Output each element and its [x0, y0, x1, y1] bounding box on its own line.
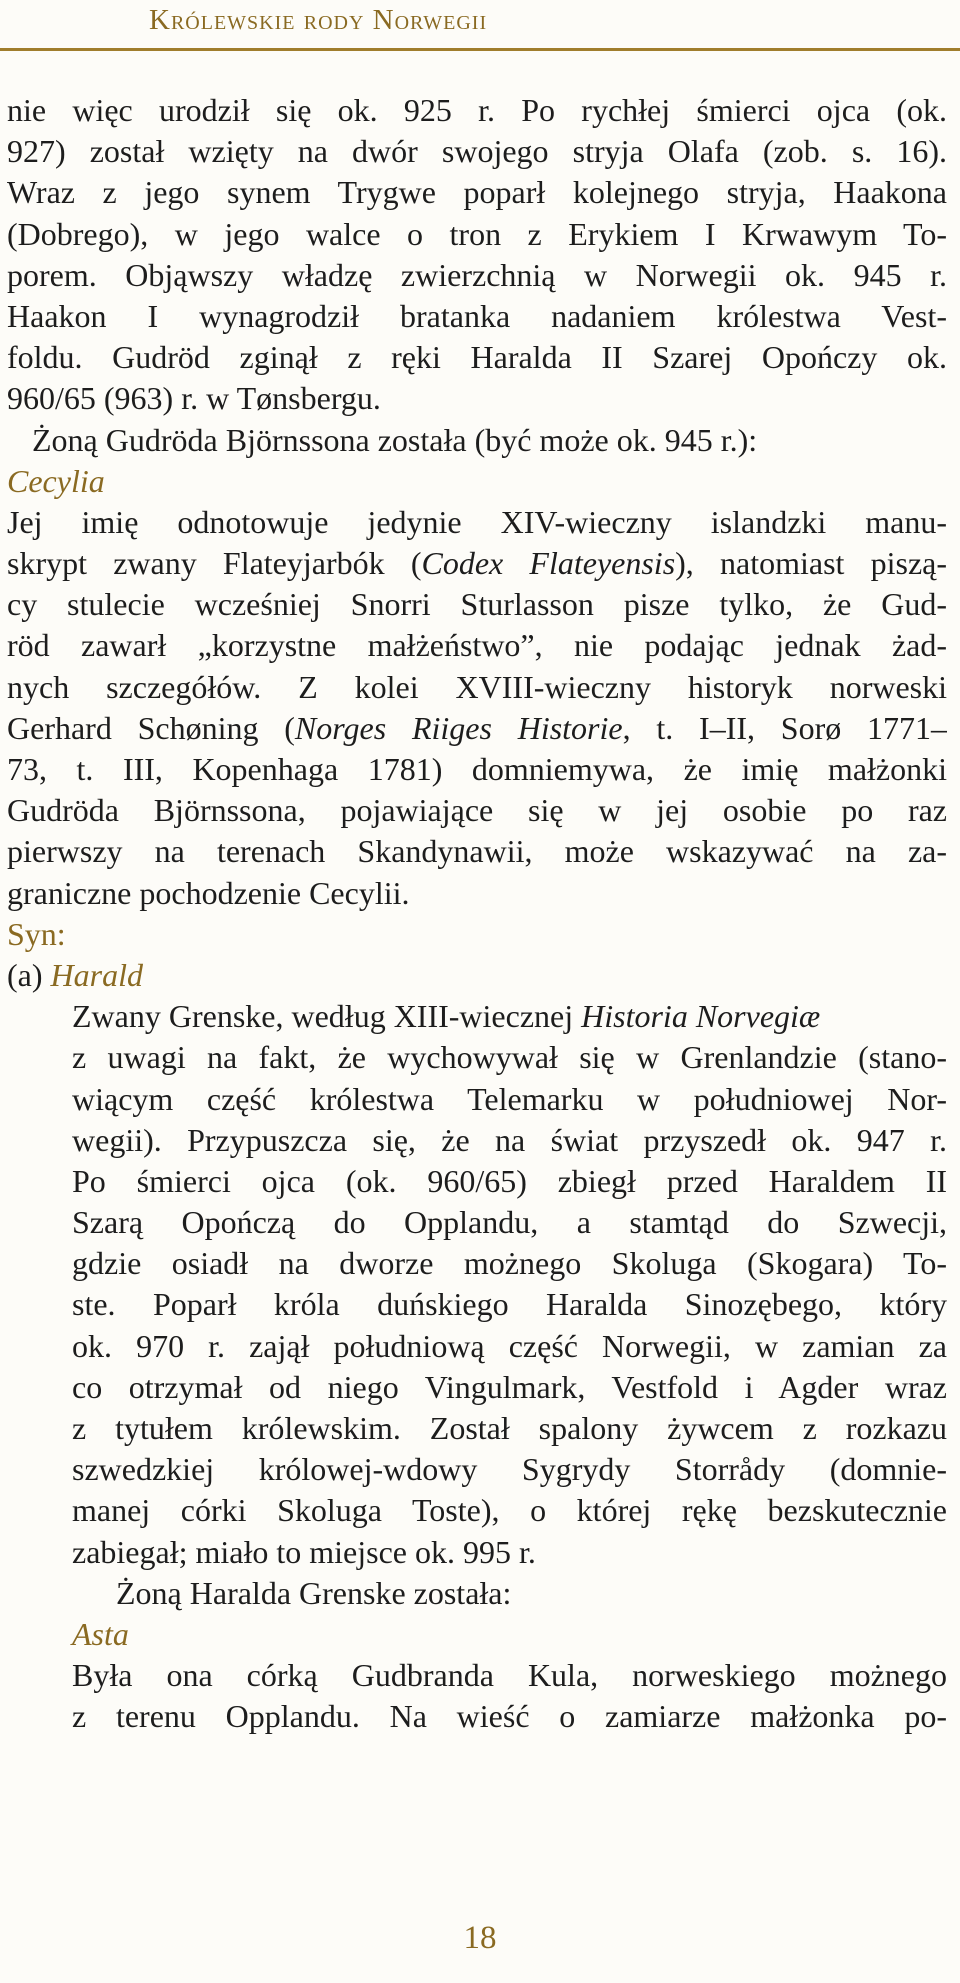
harald-paragraph — [7, 996, 947, 1573]
text-line: Wraz z jego synem Trygwe poparł kolejnego stryja, Haakona — [7, 174, 947, 211]
asta-paragraph — [7, 1655, 947, 1737]
text-line: gdzie osiadł na dworze możnego Skoluga (Skogara) To- — [72, 1245, 947, 1282]
text-line: Po śmierci ojca (ok. 960/65) zbiegł przed Haraldem II — [72, 1162, 947, 1199]
cecylia-paragraph — [7, 502, 947, 914]
text-line: manej córki Skoluga Toste), o której rękę bezskutecznie — [72, 1492, 947, 1529]
text-line: wegii). Przypuszcza się, że na świat przyszedł ok. 947 r. — [72, 1121, 947, 1158]
text-line: zabiegał; miało to miejsce ok. 995 r. — [72, 1533, 536, 1570]
text-line: 927) został wzięty na dwór swojego stryja Olafa (zob. s. 16). — [7, 133, 947, 170]
text-line: graniczne pochodzenie Cecylii. — [7, 874, 410, 911]
son-marker: (a) — [7, 956, 43, 993]
text-line: foldu. Gudröd zginął z ręki Haralda II Szarej Opończy ok. — [7, 339, 947, 376]
text-line: ok. 970 r. zajął południową część Norwegii, w zamian za — [72, 1327, 947, 1364]
text-line: 73, t. III, Kopenhaga 1781) domniemywa, że imię małżonki — [7, 751, 947, 787]
text-line: Haakon I wynagrodził bratanka nadaniem królestwa Vest- — [7, 297, 947, 334]
intro-paragraph — [7, 90, 947, 420]
text-line: z tytułem królewskim. Został spalony żywcem z rozkazu — [72, 1410, 947, 1446]
text-line: Była ona córką Gudbranda Kula, norweskiego możnego — [72, 1657, 947, 1694]
text-line: nych szczegółów. Z kolei XVIII-wieczny historyk norweski — [7, 668, 947, 705]
text-line: porem. Objąwszy władzę zwierzchnią w Norwegii ok. 945 r. — [7, 256, 947, 293]
header-rule — [0, 48, 960, 51]
text-line: skrypt zwany Flateyjarbók (Codex Flateyensis), natomiast piszą- — [7, 545, 947, 582]
text-line: Jej imię odnotowuje jedynie XIV-wieczny islandzki manu- — [7, 503, 947, 540]
page-number: 18 — [463, 1920, 497, 1956]
page-body — [7, 90, 947, 1738]
text-line: ste. Poparł króla duńskiego Haralda Sinozębego, który — [72, 1286, 947, 1323]
italic-title: Historia Norvegiæ — [581, 998, 821, 1035]
son-name: Harald — [50, 956, 143, 993]
harald-wife-name: Asta — [72, 1615, 129, 1652]
wife-intro: Żoną Gudröda Björnssona została (być może ok. 945 r.): — [32, 421, 758, 458]
harald-wife-intro: Żoną Haralda Grenske została: — [116, 1574, 512, 1611]
text-line: Gerhard Schøning (Norges Riiges Historie, t. I–II, Sorø 1771– — [7, 709, 947, 746]
text-line: wiącym część królestwa Telemarku w południowej Nor- — [72, 1080, 947, 1117]
text-line: z uwagi na fakt, że wychowywał się w Grenlandzie (stano- — [72, 1039, 947, 1076]
text-line: z terenu Opplandu. Na wieść o zamiarze małżonka po- — [72, 1698, 947, 1735]
text-line: Szarą Opończą do Opplandu, a stamtąd do Szwecji, — [72, 1204, 947, 1241]
running-header: Królewskie rody Norwegii — [149, 4, 488, 36]
italic-title: Norges Riiges Historie — [294, 709, 623, 746]
text-line: Gudröda Björnssona, pojawiające się w jej osobie po raz — [7, 792, 947, 829]
text-line: röd zawarł „korzystne małżeństwo”, nie podając jednak żad- — [7, 627, 947, 664]
wife-name: Cecylia — [7, 462, 105, 499]
text-line: pierwszy na terenach Skandynawii, może wskazywać na za- — [7, 833, 947, 870]
text-line: co otrzymał od niego Vingulmark, Vestfold i Agder wraz — [72, 1368, 947, 1405]
son-heading: Syn: — [7, 915, 66, 952]
text-line: szwedzkiej królowej-wdowy Sygrydy Storrådy (domnie- — [72, 1451, 947, 1488]
text-line: 960/65 (963) r. w Tønsbergu. — [7, 380, 381, 417]
text-line: nie więc urodził się ok. 925 r. Po rychłej śmierci ojca (ok. — [7, 92, 947, 128]
italic-title: Codex Flateyensis — [421, 545, 676, 582]
text-line: Zwany Grenske, według XIII-wiecznej Historia Norvegiæ — [72, 998, 821, 1035]
text-line: (Dobrego), w jego walce o tron z Erykiem I Krwawym To- — [7, 215, 947, 252]
text-line: cy stulecie wcześniej Snorri Sturlasson pisze tylko, że Gud- — [7, 586, 947, 623]
son-entry — [7, 955, 947, 996]
